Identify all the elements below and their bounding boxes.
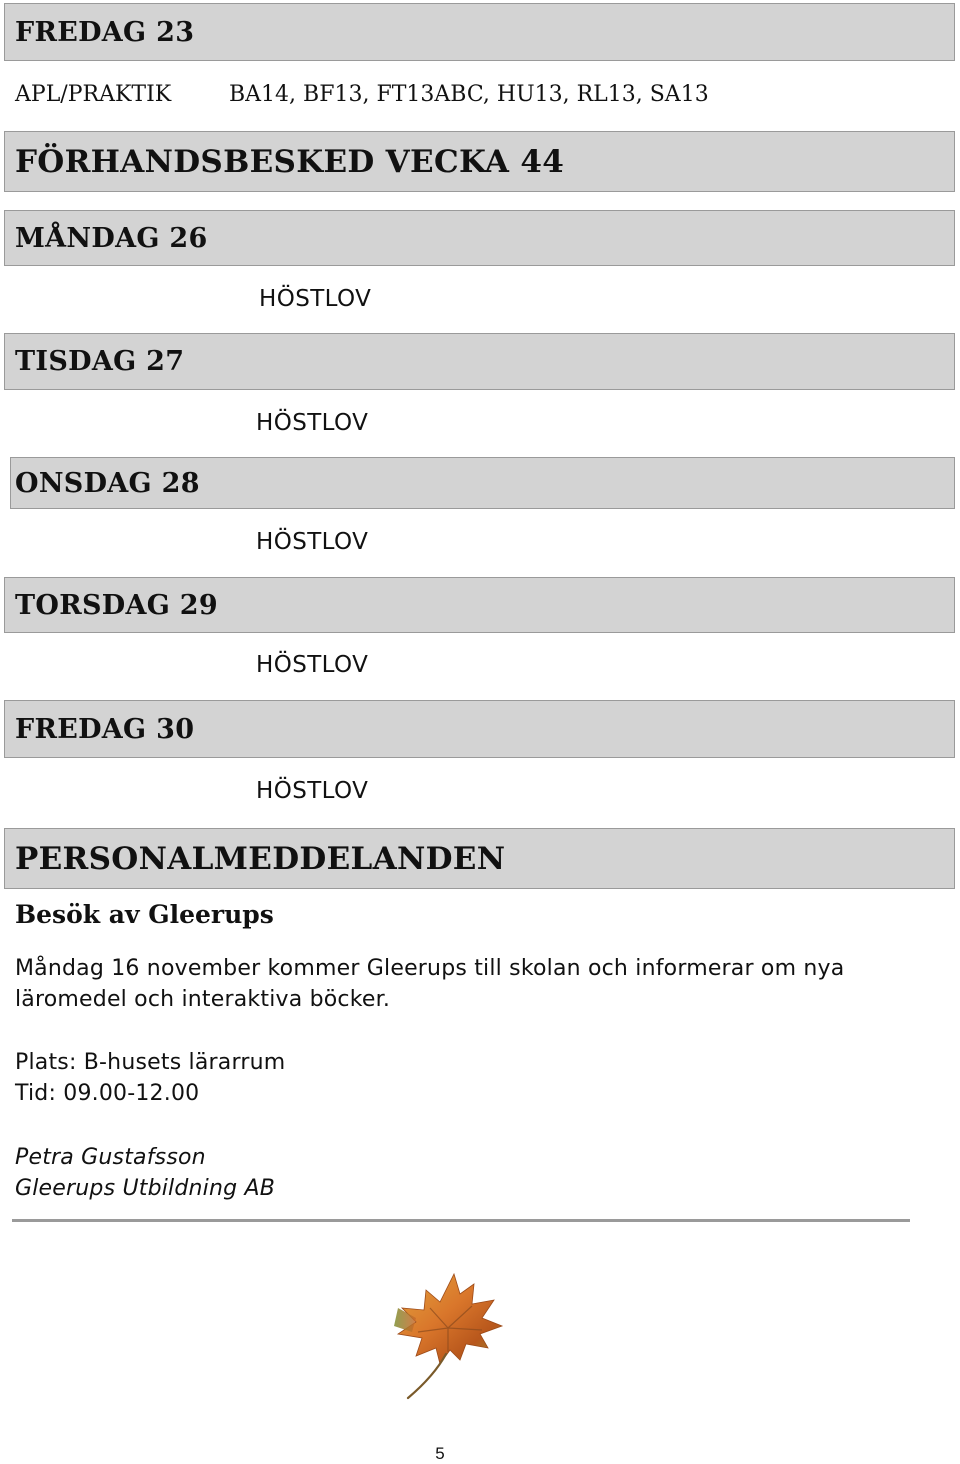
day-header-wednesday-28 bbox=[10, 457, 955, 509]
apl-label: APL/PRAKTIK bbox=[15, 82, 172, 107]
announcement-time: Tid: 09.00-12.00 bbox=[15, 1081, 200, 1106]
section-header-label: PERSONALMEDDELANDEN bbox=[15, 840, 506, 877]
day-header-label: TORSDAG 29 bbox=[15, 589, 218, 621]
announcement-body bbox=[15, 953, 844, 1015]
announcement-title: Besök av Gleerups bbox=[15, 900, 274, 929]
autumn-leaf-graphic bbox=[382, 1268, 510, 1408]
section-header-label: FÖRHANDSBESKED VECKA 44 bbox=[15, 143, 565, 180]
section-header-advance-notice bbox=[4, 131, 955, 192]
day-header-label: MÅNDAG 26 bbox=[15, 222, 208, 254]
day-header-label: TISDAG 27 bbox=[15, 346, 185, 377]
day-note-thursday-29: HÖSTLOV bbox=[256, 652, 369, 678]
day-header-label: FREDAG 23 bbox=[15, 16, 195, 48]
day-note-tuesday-27: HÖSTLOV bbox=[256, 410, 369, 436]
section-header-staff-announcements bbox=[4, 828, 955, 889]
day-header-label: ONSDAG 28 bbox=[15, 467, 200, 499]
signature-organization: Gleerups Utbildning AB bbox=[15, 1176, 276, 1201]
day-note-monday-26: HÖSTLOV bbox=[259, 286, 372, 312]
day-header-thursday-29 bbox=[4, 577, 955, 633]
announcement-body-line: läromedel och interaktiva böcker. bbox=[15, 987, 391, 1012]
day-header-friday-23 bbox=[4, 3, 955, 61]
day-note-friday-30: HÖSTLOV bbox=[256, 778, 369, 804]
day-header-label: FREDAG 30 bbox=[15, 713, 195, 745]
page-number: 5 bbox=[435, 1444, 445, 1463]
day-note-wednesday-28: HÖSTLOV bbox=[256, 529, 369, 555]
announcement-signature bbox=[15, 1142, 275, 1204]
announcement-place: Plats: B-husets lärarrum bbox=[15, 1050, 286, 1075]
apl-classes: BA14, BF13, FT13ABC, HU13, RL13, SA13 bbox=[229, 82, 709, 107]
autumn-leaf-icon bbox=[382, 1268, 510, 1408]
signature-name: Petra Gustafsson bbox=[15, 1145, 206, 1170]
announcement-details bbox=[15, 1047, 285, 1109]
announcement-body-line: Måndag 16 november kommer Gleerups till skolan och informerar om nya bbox=[15, 956, 845, 981]
day-header-friday-30 bbox=[4, 700, 955, 758]
day-header-tuesday-27 bbox=[4, 333, 955, 390]
divider bbox=[12, 1219, 910, 1222]
day-header-monday-26 bbox=[4, 210, 955, 266]
